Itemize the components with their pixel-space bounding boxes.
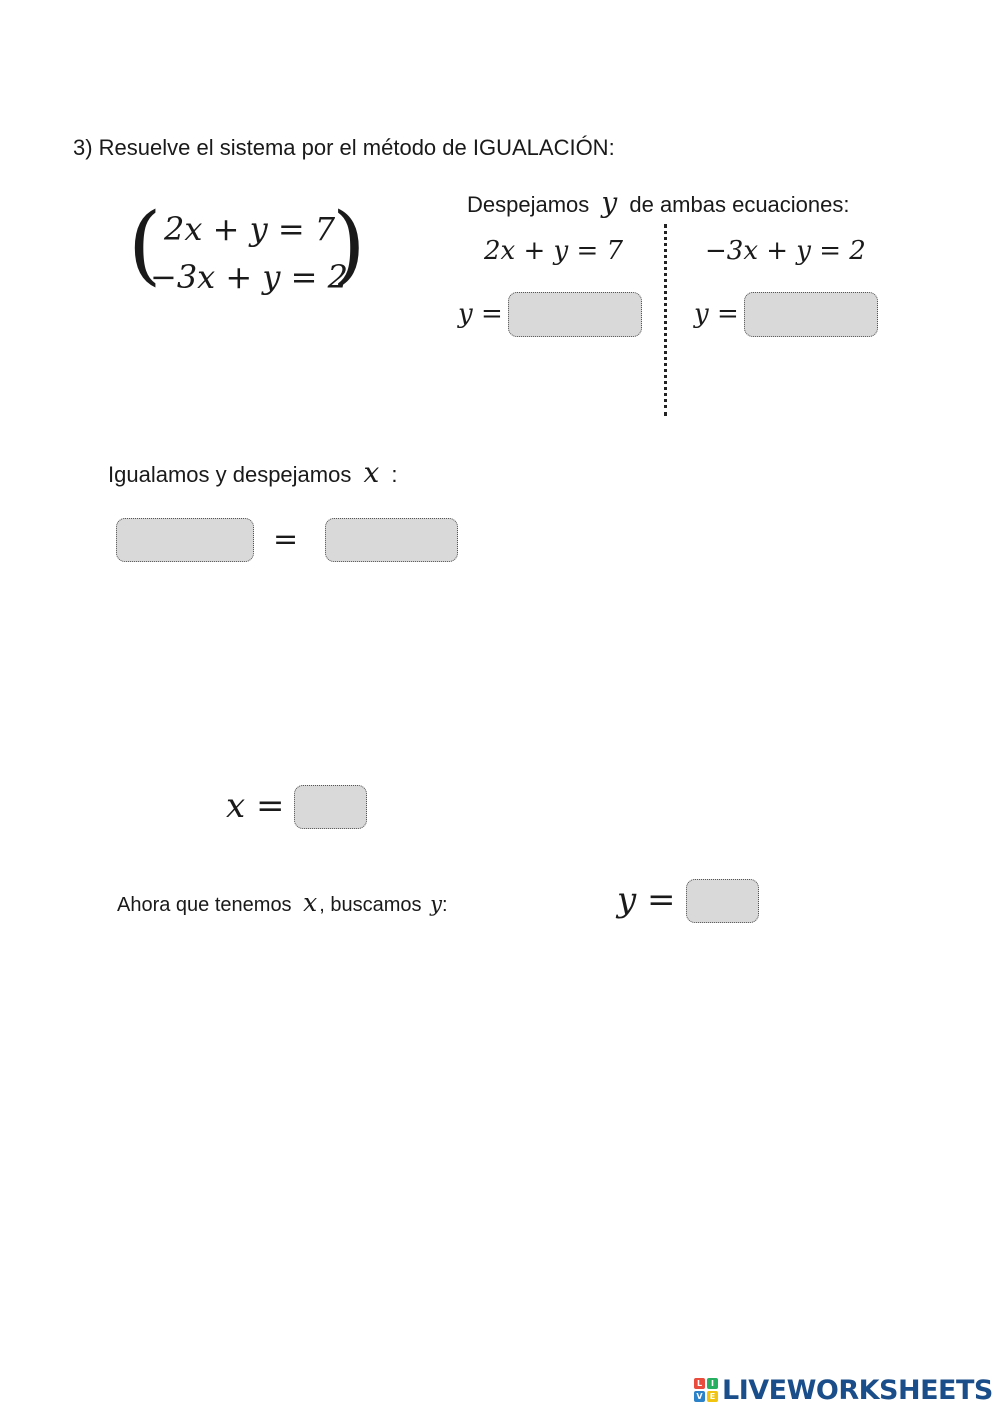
solve-prefix: Despejamos xyxy=(467,192,590,217)
equation-system xyxy=(128,195,366,298)
find-y-variable-x: x xyxy=(303,888,318,917)
equate-left-input[interactable] xyxy=(116,518,254,562)
find-y-colon: : xyxy=(441,894,448,916)
find-y-prefix: Ahora que tenemos xyxy=(117,894,292,916)
solve-instruction xyxy=(467,186,850,219)
right-y-label: y = xyxy=(694,299,739,329)
exercise-heading: 3) Resuelve el sistema por el método de IGUALACIÓN: xyxy=(73,135,615,160)
equate-colon: : xyxy=(391,462,398,487)
left-y-answer-input[interactable] xyxy=(508,292,642,337)
equate-prefix: Igualamos y despejamos xyxy=(108,462,352,487)
solve-suffix: de ambas ecuaciones: xyxy=(629,192,850,217)
y-result-input[interactable] xyxy=(686,879,759,923)
dotted-divider xyxy=(664,224,667,416)
x-result-input[interactable] xyxy=(294,785,367,829)
right-equation: −3x + y = 2 xyxy=(705,236,866,266)
logo-letter: I xyxy=(707,1378,718,1389)
right-y-answer-input[interactable] xyxy=(744,292,878,337)
solve-variable-y: y xyxy=(601,186,618,219)
left-parenthesis: ( xyxy=(128,195,162,295)
logo-letter: E xyxy=(707,1391,718,1402)
system-equation-1: 2x + y = 7 xyxy=(164,210,336,248)
right-parenthesis: ) xyxy=(332,195,366,295)
find-y-middle: , buscamos xyxy=(319,894,422,916)
equate-right-input[interactable] xyxy=(325,518,458,562)
system-equation-2: −3x + y = 2 xyxy=(150,258,348,296)
equate-equals-sign: = xyxy=(273,522,299,557)
left-y-label: y = xyxy=(458,299,503,329)
logo-letter: V xyxy=(694,1391,705,1402)
logo-mark-icon xyxy=(694,1378,718,1402)
find-y-variable-y: y xyxy=(430,892,442,916)
left-equation: 2x + y = 7 xyxy=(484,236,624,266)
y-result-label: y = xyxy=(617,880,676,920)
equate-variable-x: x xyxy=(363,456,380,489)
find-y-instruction xyxy=(117,888,448,917)
liveworksheets-logo xyxy=(694,1375,993,1405)
brand-name: LIVEWORKSHEETS xyxy=(722,1374,993,1406)
x-result-label: x = xyxy=(226,786,285,826)
equate-instruction xyxy=(108,456,398,489)
logo-letter: L xyxy=(694,1378,705,1389)
